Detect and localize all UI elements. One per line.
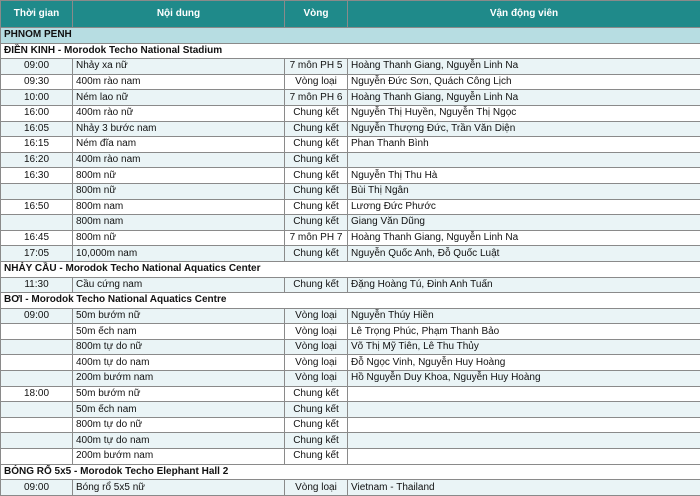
round-cell: Chung kết (285, 183, 348, 199)
time-cell: 17:05 (1, 246, 73, 262)
event-cell: 50m ếch nam (73, 324, 285, 340)
time-cell: 11:30 (1, 277, 73, 293)
athletes-cell: Hồ Nguyễn Duy Khoa, Nguyễn Huy Hoàng (348, 371, 700, 387)
event-cell: Cầu cứng nam (73, 277, 285, 293)
event-cell: 200m bướm nam (73, 371, 285, 387)
event-cell: 50m bướm nữ (73, 386, 285, 402)
event-cell: Nhảy 3 bước nam (73, 121, 285, 137)
round-cell: Vòng loại (285, 480, 348, 496)
athletes-cell: Nguyễn Thượng Đức, Trần Văn Diện (348, 121, 700, 137)
athletes-cell: Hoàng Thanh Giang, Nguyễn Linh Na (348, 90, 700, 106)
table-row (1, 74, 700, 90)
athletes-cell (348, 402, 700, 418)
table-row (1, 449, 700, 465)
table-row (1, 183, 700, 199)
round-cell: Chung kết (285, 168, 348, 184)
round-cell: Chung kết (285, 402, 348, 418)
time-cell (1, 339, 73, 355)
athletes-cell: Giang Văn Dũng (348, 215, 700, 231)
header-content: Nội dung (73, 1, 285, 28)
table-row (1, 168, 700, 184)
time-cell (1, 449, 73, 465)
table-row (1, 386, 700, 402)
round-cell: Chung kết (285, 433, 348, 449)
event-cell: Nhảy xa nữ (73, 59, 285, 75)
round-cell: Vòng loại (285, 339, 348, 355)
table-row (1, 480, 700, 496)
event-cell: 800m tự do nữ (73, 417, 285, 433)
round-cell: Chung kết (285, 277, 348, 293)
athletes-cell (348, 386, 700, 402)
event-cell: 800m nữ (73, 168, 285, 184)
round-cell: Chung kết (285, 449, 348, 465)
round-cell: 7 môn PH 6 (285, 90, 348, 106)
section-row (1, 261, 700, 277)
section-title: NHẢY CẦU - Morodok Techo National Aquatics Center (1, 261, 700, 277)
table-row (1, 277, 700, 293)
event-cell: 800m nam (73, 199, 285, 215)
round-cell: 7 môn PH 7 (285, 230, 348, 246)
athletes-cell: Đặng Hoàng Tú, Đinh Anh Tuấn (348, 277, 700, 293)
section-title: BÓNG RỔ 5x5 - Morodok Techo Elephant Hall 2 (1, 464, 700, 480)
event-cell: 800m nam (73, 215, 285, 231)
time-cell: 09:30 (1, 74, 73, 90)
round-cell: Chung kết (285, 246, 348, 262)
time-cell: 16:15 (1, 137, 73, 153)
time-cell: 09:00 (1, 59, 73, 75)
table-row (1, 137, 700, 153)
athletes-cell (348, 449, 700, 465)
athletes-cell (348, 417, 700, 433)
city-name: PHNOM PENH (1, 28, 700, 44)
table-row (1, 199, 700, 215)
athletes-cell: Vietnam - Thailand (348, 480, 700, 496)
time-cell: 09:00 (1, 480, 73, 496)
event-cell: 400m tự do nam (73, 355, 285, 371)
time-cell: 18:00 (1, 386, 73, 402)
event-cell: 800m tự do nữ (73, 339, 285, 355)
time-cell (1, 215, 73, 231)
table-row (1, 402, 700, 418)
round-cell: Vòng loại (285, 371, 348, 387)
event-cell: 50m bướm nữ (73, 308, 285, 324)
table-row (1, 121, 700, 137)
time-cell (1, 183, 73, 199)
round-cell: Chung kết (285, 199, 348, 215)
round-cell: Vòng loại (285, 355, 348, 371)
header-round: Vòng (285, 1, 348, 28)
table-row (1, 246, 700, 262)
event-cell: 800m nữ (73, 230, 285, 246)
athletes-cell (348, 433, 700, 449)
athletes-cell: Nguyễn Thị Huyền, Nguyễn Thị Ngọc (348, 105, 700, 121)
event-cell: 400m rào nữ (73, 105, 285, 121)
section-row (1, 464, 700, 480)
athletes-cell: Phan Thanh Bình (348, 137, 700, 153)
table-row (1, 433, 700, 449)
round-cell: Chung kết (285, 386, 348, 402)
table-row (1, 215, 700, 231)
round-cell: Chung kết (285, 105, 348, 121)
header-athletes: Vận động viên (348, 1, 700, 28)
time-cell (1, 324, 73, 340)
athletes-cell: Nguyễn Thúy Hiền (348, 308, 700, 324)
table-row (1, 355, 700, 371)
table-row (1, 417, 700, 433)
athletes-cell: Lê Trọng Phúc, Phạm Thanh Bảo (348, 324, 700, 340)
table-row (1, 308, 700, 324)
time-cell (1, 355, 73, 371)
section-row (1, 293, 700, 309)
time-cell (1, 402, 73, 418)
athletes-cell: Lương Đức Phước (348, 199, 700, 215)
event-cell: 800m nữ (73, 183, 285, 199)
athletes-cell (348, 152, 700, 168)
time-cell: 16:50 (1, 199, 73, 215)
header-row (1, 1, 700, 28)
city-row (1, 28, 700, 44)
table-row (1, 90, 700, 106)
time-cell (1, 371, 73, 387)
table-row (1, 230, 700, 246)
event-cell: Bóng rổ 5x5 nữ (73, 480, 285, 496)
event-cell: 10,000m nam (73, 246, 285, 262)
section-title: BƠI - Morodok Techo National Aquatics Centre (1, 293, 700, 309)
table-row (1, 59, 700, 75)
athletes-cell: Nguyễn Đức Sơn, Quách Công Lịch (348, 74, 700, 90)
section-title: ĐIỀN KINH - Morodok Techo National Stadium (1, 43, 700, 59)
section-row (1, 43, 700, 59)
schedule-body (1, 28, 700, 496)
time-cell: 16:30 (1, 168, 73, 184)
athletes-cell: Đỗ Ngọc Vinh, Nguyễn Huy Hoàng (348, 355, 700, 371)
header-time: Thời gian (1, 1, 73, 28)
event-cell: 400m rào nam (73, 74, 285, 90)
event-cell: 200m bướm nam (73, 449, 285, 465)
time-cell (1, 433, 73, 449)
round-cell: 7 môn PH 5 (285, 59, 348, 75)
round-cell: Chung kết (285, 121, 348, 137)
athletes-cell: Nguyễn Quốc Anh, Đỗ Quốc Luật (348, 246, 700, 262)
athletes-cell: Võ Thị Mỹ Tiên, Lê Thu Thủy (348, 339, 700, 355)
round-cell: Vòng loại (285, 74, 348, 90)
round-cell: Chung kết (285, 152, 348, 168)
round-cell: Chung kết (285, 417, 348, 433)
event-cell: 400m tự do nam (73, 433, 285, 449)
table-row (1, 324, 700, 340)
table-row (1, 105, 700, 121)
event-cell: Ném đĩa nam (73, 137, 285, 153)
athletes-cell: Hoàng Thanh Giang, Nguyễn Linh Na (348, 59, 700, 75)
round-cell: Chung kết (285, 137, 348, 153)
round-cell: Chung kết (285, 215, 348, 231)
time-cell: 16:05 (1, 121, 73, 137)
athletes-cell: Hoàng Thanh Giang, Nguyễn Linh Na (348, 230, 700, 246)
time-cell (1, 417, 73, 433)
round-cell: Vòng loại (285, 324, 348, 340)
event-cell: 400m rào nam (73, 152, 285, 168)
time-cell: 16:20 (1, 152, 73, 168)
time-cell: 10:00 (1, 90, 73, 106)
time-cell: 09:00 (1, 308, 73, 324)
athletes-cell: Bùi Thị Ngân (348, 183, 700, 199)
event-cell: 50m ếch nam (73, 402, 285, 418)
event-cell: Ném lao nữ (73, 90, 285, 106)
table-row (1, 339, 700, 355)
time-cell: 16:00 (1, 105, 73, 121)
athletes-cell: Nguyễn Thị Thu Hà (348, 168, 700, 184)
time-cell: 16:45 (1, 230, 73, 246)
round-cell: Vòng loại (285, 308, 348, 324)
table-row (1, 371, 700, 387)
table-row (1, 152, 700, 168)
